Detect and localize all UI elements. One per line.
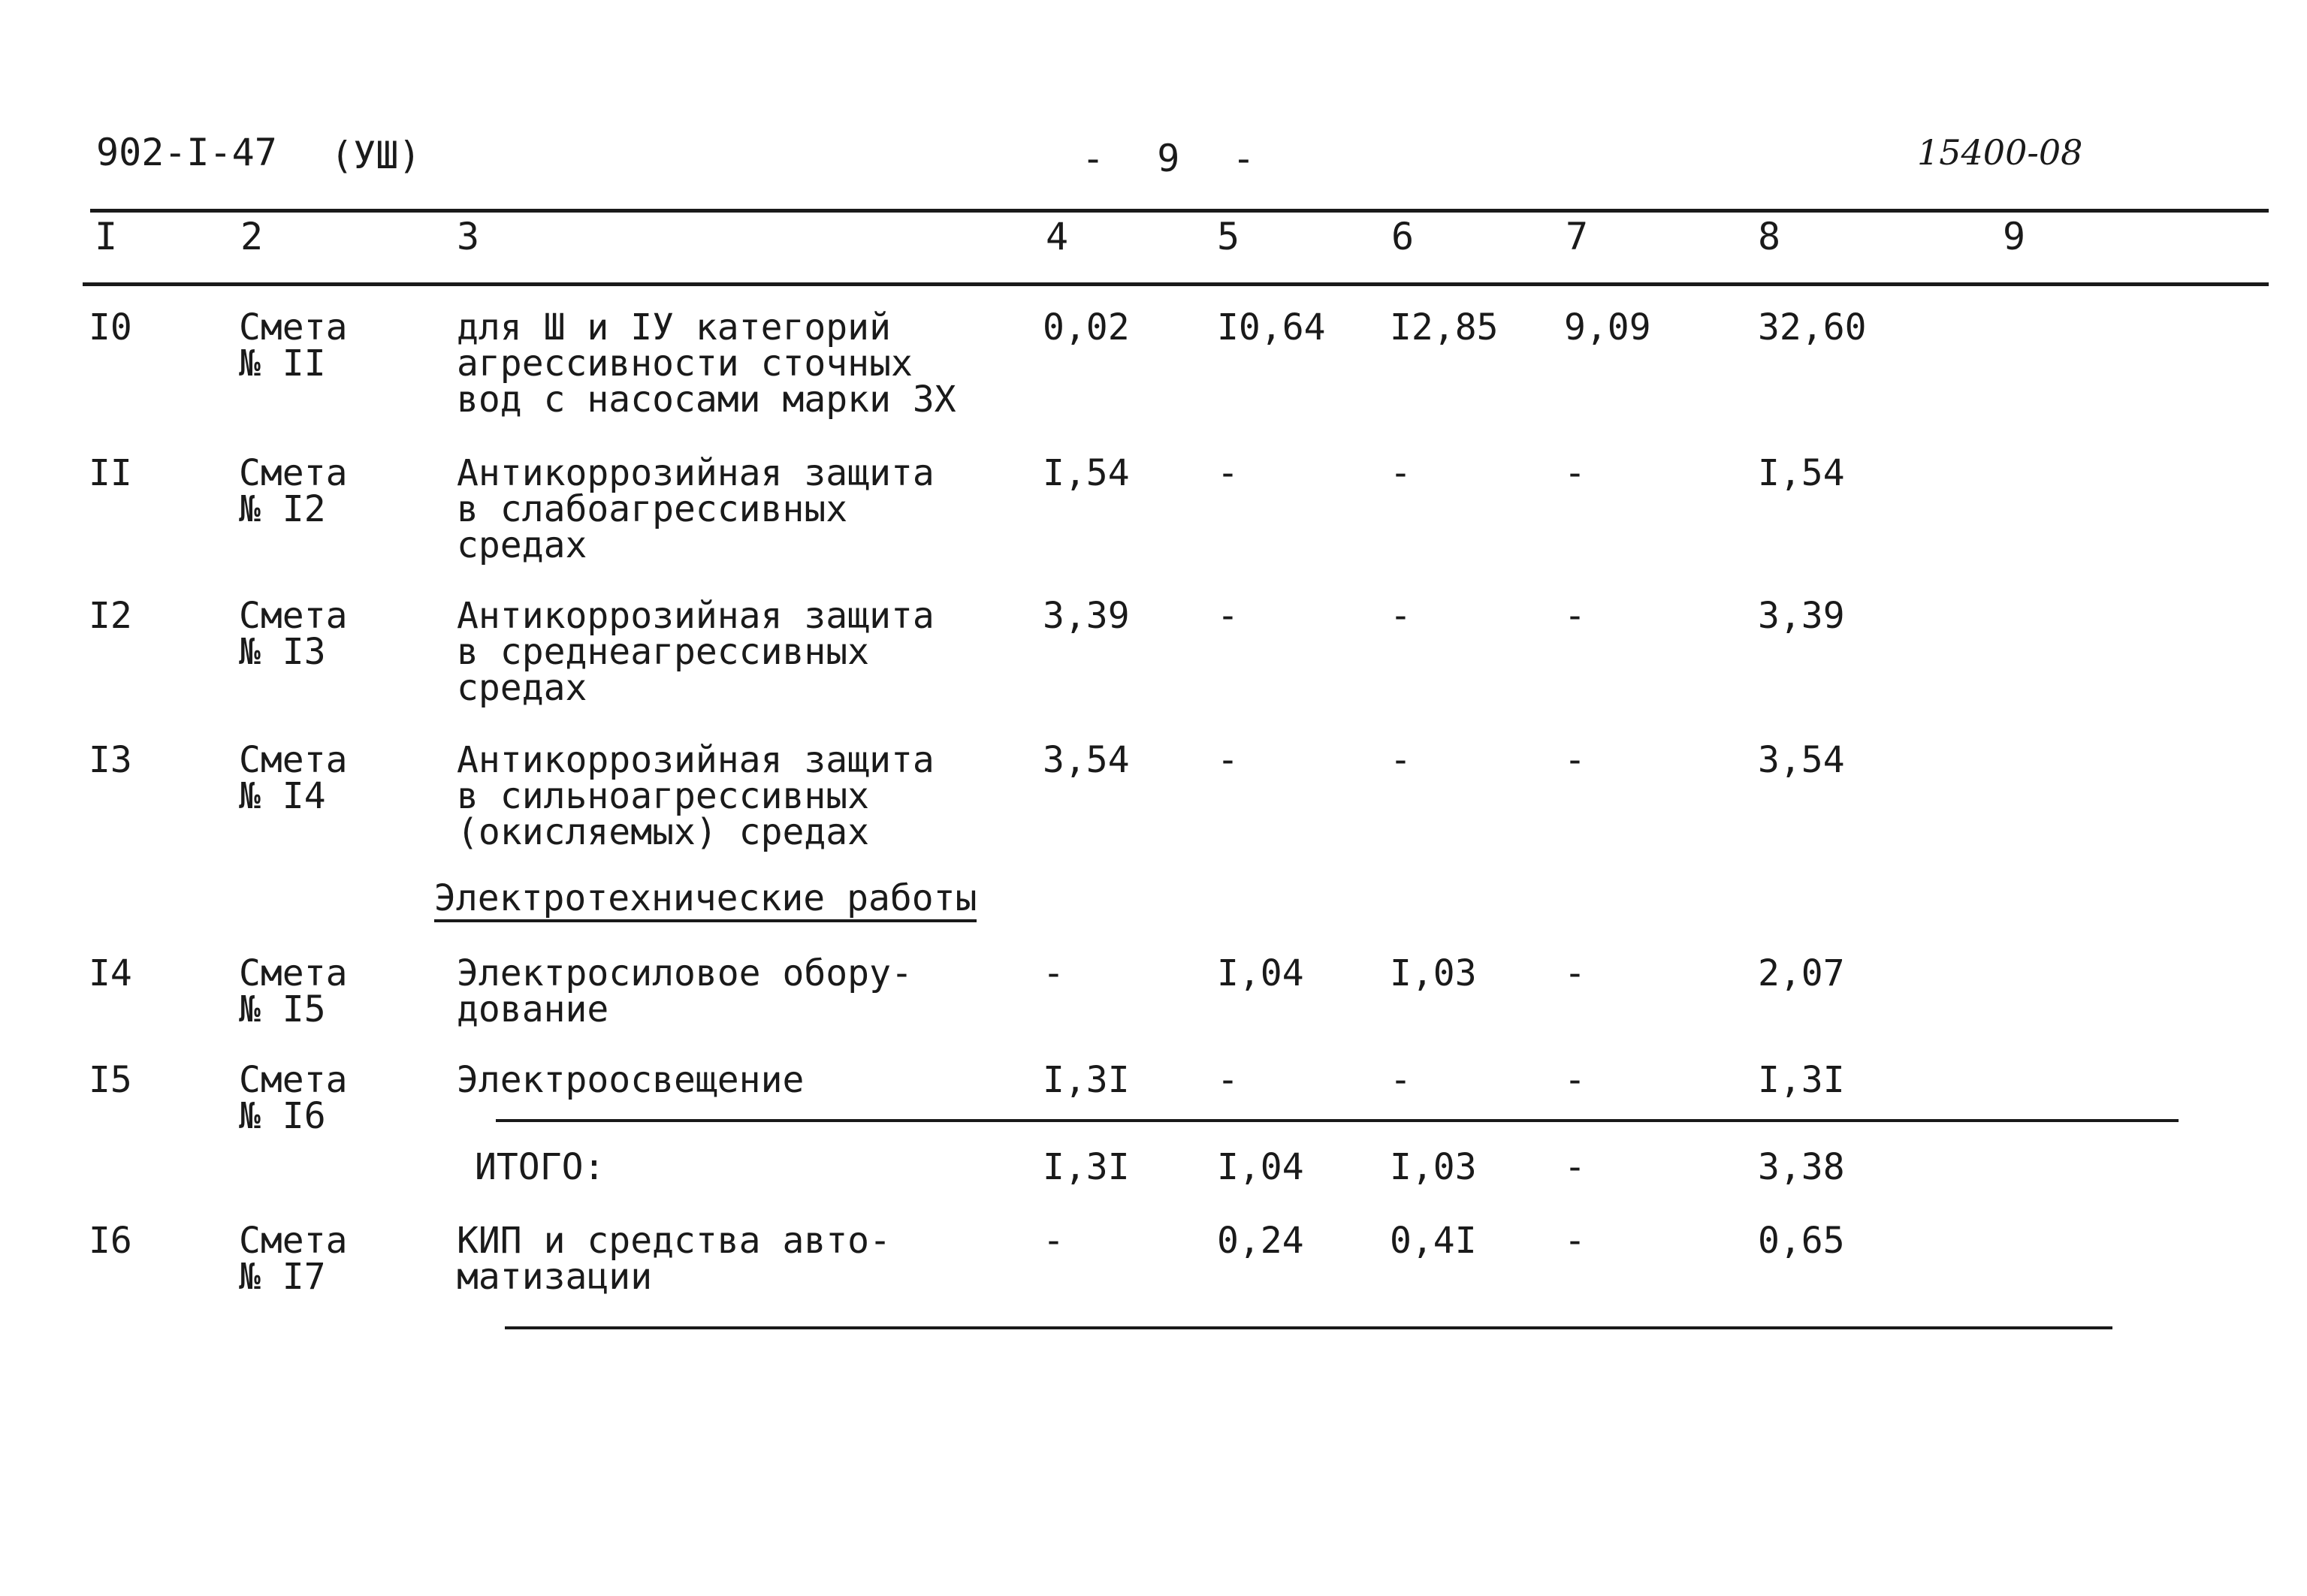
value-col-4: I,3I xyxy=(1043,1059,1130,1101)
estimate-ref xyxy=(239,306,348,385)
col-header-7: 7 xyxy=(1566,215,1589,258)
work-description xyxy=(457,306,956,421)
value-col-6: I2,85 xyxy=(1390,306,1499,348)
value-col-6: I,03 xyxy=(1390,952,1477,994)
col-header-6: 6 xyxy=(1391,215,1415,258)
value-col-8: 32,60 xyxy=(1758,306,1867,348)
estimate-ref xyxy=(239,452,348,530)
value-col-5: 0,24 xyxy=(1217,1220,1304,1262)
work-description xyxy=(457,952,913,1030)
value-col-8: 3,54 xyxy=(1758,739,1845,781)
description-line: средах xyxy=(457,524,587,566)
col-header-9: 9 xyxy=(2003,215,2026,258)
row-number: I4 xyxy=(89,952,132,994)
value-col-7: - xyxy=(1564,739,1586,781)
value-col-7: - xyxy=(1564,1220,1586,1262)
col-header-5: 5 xyxy=(1217,215,1240,258)
description-line: Антикоррозийная защита xyxy=(457,739,935,781)
estimate-label: Смета xyxy=(239,952,348,994)
work-description xyxy=(457,1220,891,1298)
value-col-8: 3,39 xyxy=(1758,595,1845,637)
col-header-4: 4 xyxy=(1046,215,1069,258)
totals-label xyxy=(475,1146,605,1188)
description-line: матизации xyxy=(457,1256,653,1298)
estimate-number: № I3 xyxy=(239,631,326,673)
estimate-ref xyxy=(239,595,348,673)
description-line: в слабоагрессивных xyxy=(457,488,848,530)
work-description xyxy=(457,1059,805,1101)
estimate-label: Смета xyxy=(239,306,348,348)
estimate-number: № I7 xyxy=(239,1256,326,1298)
value-col-7: - xyxy=(1564,1059,1586,1101)
estimate-ref xyxy=(239,1059,348,1137)
row-number: I0 xyxy=(89,306,132,348)
value-col-4: - xyxy=(1043,952,1064,994)
value-col-6: - xyxy=(1390,1059,1412,1101)
row-number: I3 xyxy=(89,739,132,781)
work-description xyxy=(457,595,935,709)
section-heading: Электротехнические работы xyxy=(434,879,977,922)
value-col-4: 3,54 xyxy=(1043,739,1130,781)
value-col-5: I0,64 xyxy=(1217,306,1326,348)
value-col-8: I,54 xyxy=(1758,452,1845,494)
value-col-5: - xyxy=(1217,595,1239,637)
value-col-8: 2,07 xyxy=(1758,952,1845,994)
description-line: дование xyxy=(457,988,609,1030)
value-col-8: 0,65 xyxy=(1758,1220,1845,1262)
description-line: Антикоррозийная защита xyxy=(457,452,935,494)
estimate-number: № I2 xyxy=(239,488,326,530)
description-line: вод с насосами марки 3Х xyxy=(457,379,956,421)
description-line: для Ш и IУ категорий xyxy=(457,306,891,348)
value-col-4: 3,39 xyxy=(1043,595,1130,637)
value-col-5: I,04 xyxy=(1217,952,1304,994)
description-line: агрессивности сточных xyxy=(457,342,913,385)
estimate-label: Смета xyxy=(239,739,348,781)
value-col-5: - xyxy=(1217,739,1239,781)
value-col-6: - xyxy=(1390,452,1412,494)
value-col-8: 3,38 xyxy=(1758,1146,1845,1188)
value-col-6: - xyxy=(1390,595,1412,637)
value-col-4: - xyxy=(1043,1220,1064,1262)
description-line: Антикоррозийная защита xyxy=(457,595,935,637)
description-line: (окисляемых) средах xyxy=(457,811,870,853)
work-description xyxy=(457,452,935,566)
description-line: ИТОГО: xyxy=(475,1146,605,1188)
estimate-ref xyxy=(239,739,348,817)
value-col-7: - xyxy=(1564,1146,1586,1188)
description-line: средах xyxy=(457,667,587,709)
value-col-6: I,03 xyxy=(1390,1146,1477,1188)
document-number: 15400-08 xyxy=(1917,132,2083,173)
col-header-8: 8 xyxy=(1758,215,1781,258)
description-line: в среднеагрессивных xyxy=(457,631,870,673)
series-label: (УШ) xyxy=(331,134,421,177)
description-line: Электросиловое обору- xyxy=(457,952,913,994)
estimate-number: № I5 xyxy=(239,988,326,1030)
work-description xyxy=(457,739,935,853)
estimate-number: № II xyxy=(239,342,326,385)
value-col-5: - xyxy=(1217,1059,1239,1101)
value-col-7: - xyxy=(1564,595,1586,637)
value-col-5: I,04 xyxy=(1217,1146,1304,1188)
table-top-rule xyxy=(90,209,2269,213)
description-line: КИП и средства авто- xyxy=(457,1220,891,1262)
estimate-number: № I6 xyxy=(239,1095,326,1137)
row-number: I2 xyxy=(89,595,132,637)
subtotal-rule xyxy=(496,1119,2179,1122)
description-line: в сильноагрессивных xyxy=(457,775,870,817)
col-header-2: 2 xyxy=(240,215,264,258)
value-col-6: 0,4I xyxy=(1390,1220,1477,1262)
estimate-ref xyxy=(239,1220,348,1298)
estimate-label: Смета xyxy=(239,595,348,637)
value-col-4: I,3I xyxy=(1043,1146,1130,1188)
value-col-7: - xyxy=(1564,452,1586,494)
table-bottom-rule xyxy=(505,1326,2112,1329)
page-number: - 9 - xyxy=(1082,137,1255,180)
col-header-3: 3 xyxy=(457,215,480,258)
value-col-7: 9,09 xyxy=(1564,306,1651,348)
value-col-6: - xyxy=(1390,739,1412,781)
description-line: Электроосвещение xyxy=(457,1059,805,1101)
estimate-label: Смета xyxy=(239,1059,348,1101)
project-code: 902-I-47 xyxy=(96,131,277,174)
value-col-5: - xyxy=(1217,452,1239,494)
value-col-4: I,54 xyxy=(1043,452,1130,494)
value-col-8: I,3I xyxy=(1758,1059,1845,1101)
row-number: I6 xyxy=(89,1220,132,1262)
value-col-7: - xyxy=(1564,952,1586,994)
estimate-label: Смета xyxy=(239,452,348,494)
estimate-number: № I4 xyxy=(239,775,326,817)
row-number: I5 xyxy=(89,1059,132,1101)
col-header-1: I xyxy=(95,215,118,258)
estimate-ref xyxy=(239,952,348,1030)
value-col-4: 0,02 xyxy=(1043,306,1130,348)
estimate-label: Смета xyxy=(239,1220,348,1262)
row-number: II xyxy=(89,452,132,494)
header-bottom-rule xyxy=(83,282,2269,286)
